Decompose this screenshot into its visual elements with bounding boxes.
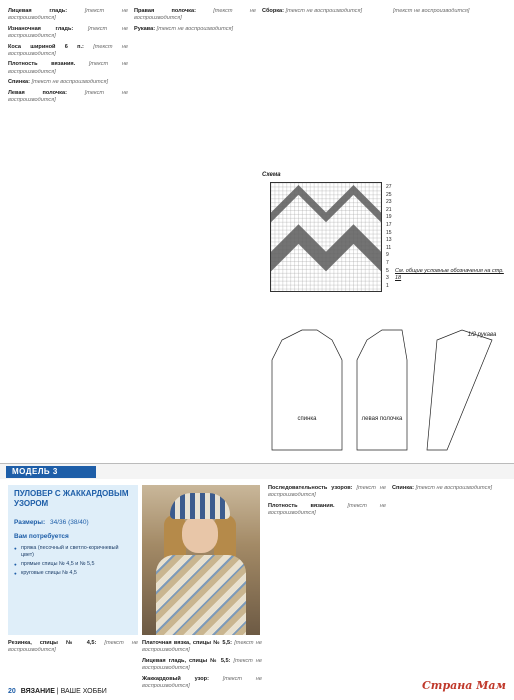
scheme-row-number: 1 <box>386 282 389 289</box>
instruction-paragraph <box>142 658 262 673</box>
instruction-placeholder: [текст не воспроизводится] <box>142 657 262 672</box>
instructions-column-2 <box>134 8 256 308</box>
instruction-placeholder: [текст не воспроизводится] <box>268 485 386 499</box>
instruction-placeholder: [текст не воспроизводится] <box>156 25 234 32</box>
sleeve-diagram <box>427 330 492 450</box>
instruction-heading: Резинка, спицы № 4,5: <box>8 640 105 646</box>
instruction-placeholder: [текст не воспроизводится] <box>285 8 363 14</box>
page-number: 20 <box>8 688 16 695</box>
instructions-column-7 <box>8 640 138 685</box>
instruction-paragraph <box>268 485 386 500</box>
instruction-paragraph <box>268 503 386 518</box>
instruction-heading: Спинка: <box>392 485 416 491</box>
instruction-heading: Платочная вязка, спицы № 5,5: <box>142 640 235 646</box>
instruction-paragraph <box>8 79 128 86</box>
instruction-heading: Левая полочка: <box>8 89 85 96</box>
site-watermark: Страна Мам <box>422 679 506 692</box>
page-footer <box>8 688 107 695</box>
scheme-row-number: 7 <box>386 260 389 266</box>
instruction-paragraph <box>393 8 507 15</box>
instruction-placeholder: [текст не воспроизводится] <box>415 485 492 491</box>
instruction-heading: Жаккардовый узор: <box>142 675 223 682</box>
magazine-tagline: ВАШЕ ХОББИ <box>60 688 107 695</box>
instruction-placeholder: [текст не воспроизводится] <box>8 61 129 75</box>
instruction-paragraph <box>262 8 388 15</box>
instruction-placeholder: [текст не воспроизводится] <box>8 43 128 58</box>
instruction-paragraph <box>8 640 138 655</box>
instruction-placeholder: [текст не воспроизводится] <box>393 8 470 14</box>
model-3-title: ПУЛОВЕР С ЖАККАРДОВЫМ УЗОРОМ <box>14 489 129 508</box>
instruction-paragraph <box>134 8 256 23</box>
scheme-row-number: 13 <box>386 237 392 244</box>
instruction-heading: Лицевая гладь, спицы № 5,5: <box>142 657 234 664</box>
instruction-paragraph <box>8 8 128 23</box>
diagram-label-front: левая полочка <box>361 416 403 422</box>
instruction-paragraph <box>8 90 128 105</box>
instruction-heading: Плотность вязания. <box>268 502 348 509</box>
instruction-paragraph <box>142 676 262 691</box>
scheme-legend-note: См. общие условные обозначения на стр. 18 <box>395 268 504 281</box>
instruction-placeholder: [текст не воспроизводится] <box>142 640 262 654</box>
materials-label: Вам потребуется <box>14 533 69 540</box>
diagram-label-sleeve: 1/2 рукава <box>467 332 497 338</box>
materials-item: ● пряжа (песочный и светло-коричневый цвет) <box>14 545 132 559</box>
materials-item: ● прямые спицы № 4,5 и № 5,5 <box>14 561 132 568</box>
instructions-column-8 <box>142 640 262 690</box>
scheme-row-number: 19 <box>386 214 392 221</box>
jacquard-scheme-grid <box>270 182 382 292</box>
scheme-row-number: 21 <box>386 206 392 213</box>
scheme-title: Схема <box>262 172 281 178</box>
instruction-heading: Спинка: <box>8 79 32 86</box>
sizes-label: Размеры: <box>14 519 46 526</box>
instruction-heading: Правая полочка: <box>134 8 214 14</box>
instruction-placeholder: [текст не воспроизводится] <box>8 25 129 40</box>
scheme-row-number: 27 <box>386 184 392 190</box>
model-photo <box>142 485 260 635</box>
magazine-name: ВЯЗАНИЕ <box>20 688 55 695</box>
instruction-heading: Коса шириной 6 п.: <box>8 43 94 50</box>
instructions-column-6 <box>392 485 508 685</box>
instruction-paragraph <box>392 485 508 492</box>
model-3-label: МОДЕЛЬ 3 <box>6 466 96 478</box>
instruction-placeholder: [текст не воспроизводится] <box>8 640 138 654</box>
diagram-label-back: спинка <box>297 416 317 422</box>
instruction-placeholder: [текст не воспроизводится] <box>31 79 108 86</box>
instruction-placeholder: [текст не воспроизводится] <box>8 8 128 22</box>
instruction-placeholder: [текст не воспроизводится] <box>142 675 262 690</box>
instruction-placeholder: [текст не воспроизводится] <box>134 8 256 22</box>
instruction-heading: Изнаночная гладь: <box>8 25 88 32</box>
instruction-paragraph <box>8 26 128 41</box>
materials-item: ● круговые спицы № 4,5 <box>14 570 132 577</box>
scheme-row-number: 23 <box>386 199 392 206</box>
instruction-heading: Последовательность узоров: <box>268 485 357 491</box>
sizes-value: 34/36 (38/40) <box>50 519 89 526</box>
scheme-row-number: 17 <box>386 222 392 228</box>
scheme-row-number: 25 <box>386 191 392 198</box>
instruction-paragraph <box>142 640 262 655</box>
scheme-row-number: 15 <box>386 229 392 236</box>
instruction-paragraph <box>8 61 128 76</box>
scheme-row-number: 11 <box>386 244 392 251</box>
left-front-diagram <box>357 330 407 450</box>
scheme-row-number: 5 <box>386 267 389 274</box>
instructions-column-5 <box>268 485 386 685</box>
footer-separator: | <box>54 688 61 695</box>
scheme-row-number: 3 <box>386 275 389 282</box>
materials-list <box>14 545 132 579</box>
instruction-heading: Рукава: <box>134 25 157 32</box>
instruction-heading: Лицевая гладь: <box>8 8 85 14</box>
instruction-placeholder: [текст не воспроизводится] <box>268 502 386 517</box>
instructions-column-1 <box>8 8 128 308</box>
instructions-column-3 <box>262 8 388 176</box>
instruction-paragraph <box>134 26 256 33</box>
instruction-heading: Плотность вязания. <box>8 61 89 68</box>
instructions-column-4 <box>393 8 507 176</box>
back-diagram <box>272 330 342 450</box>
instruction-placeholder: [текст не воспроизводится] <box>8 89 128 104</box>
scheme-row-number: 9 <box>386 252 389 259</box>
pattern-diagrams <box>262 300 512 465</box>
instruction-heading: Сборка: <box>262 8 286 14</box>
instruction-paragraph <box>8 44 128 59</box>
